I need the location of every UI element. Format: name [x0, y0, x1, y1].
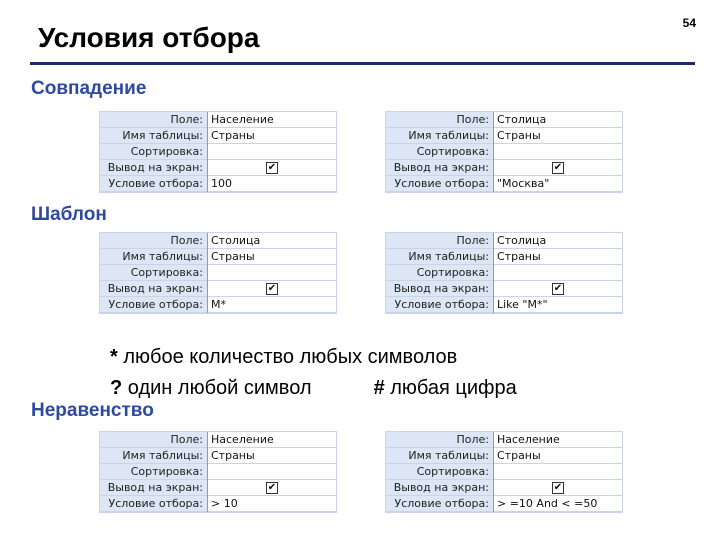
- field-cell[interactable]: Столица: [494, 233, 622, 249]
- label-table: Имя таблицы:: [386, 448, 493, 464]
- field-cell[interactable]: Столица: [494, 112, 622, 128]
- label-field: Поле:: [100, 432, 207, 448]
- field-cell[interactable]: Население: [494, 432, 622, 448]
- question-symbol: ?: [110, 377, 123, 399]
- sort-cell[interactable]: [208, 265, 336, 281]
- query-grid-inequality-greater: [99, 431, 337, 513]
- label-field: Поле:: [386, 233, 493, 249]
- checkbox-checked-icon[interactable]: ✔: [553, 162, 563, 173]
- label-sort: Сортировка:: [100, 144, 207, 160]
- label-table: Имя таблицы:: [100, 128, 207, 144]
- criteria-cell[interactable]: "Москва": [494, 176, 622, 192]
- table-cell[interactable]: Страны: [494, 448, 622, 464]
- criteria-cell[interactable]: Like "M*": [494, 297, 622, 313]
- label-table: Имя таблицы:: [386, 249, 493, 265]
- label-show: Вывод на экран:: [100, 281, 207, 297]
- query-grid-pattern-like: [385, 232, 623, 314]
- label-criteria: Условие отбора:: [100, 297, 207, 313]
- field-cell[interactable]: Столица: [208, 233, 336, 249]
- label-criteria: Условие отбора:: [386, 176, 493, 192]
- row-labels: [386, 112, 493, 192]
- page-number: 54: [682, 16, 696, 30]
- grid-column: [207, 432, 336, 512]
- wildcard-question-hash-line: [110, 377, 517, 400]
- label-show: Вывод на экран:: [386, 160, 493, 176]
- criteria-cell[interactable]: 100: [208, 176, 336, 192]
- show-cell[interactable]: [494, 480, 622, 496]
- label-field: Поле:: [386, 432, 493, 448]
- label-table: Имя таблицы:: [100, 249, 207, 265]
- row-labels: [386, 432, 493, 512]
- star-description: любое количество любых символов: [117, 346, 458, 368]
- table-cell[interactable]: Страны: [208, 128, 336, 144]
- checkbox-checked-icon[interactable]: ✔: [553, 283, 563, 294]
- grid-column: [493, 112, 622, 192]
- show-cell[interactable]: [494, 160, 622, 176]
- field-cell[interactable]: Население: [208, 432, 336, 448]
- query-grid-pattern-simple: [99, 232, 337, 314]
- query-grid-match-population: [99, 111, 337, 193]
- grid-column: [493, 233, 622, 313]
- section-heading-match: Совпадение: [31, 78, 147, 99]
- sort-cell[interactable]: [208, 144, 336, 160]
- label-show: Вывод на экран:: [386, 480, 493, 496]
- label-criteria: Условие отбора:: [100, 176, 207, 192]
- show-cell[interactable]: [208, 160, 336, 176]
- sort-cell[interactable]: [208, 464, 336, 480]
- show-cell[interactable]: [494, 281, 622, 297]
- table-cell[interactable]: Страны: [208, 448, 336, 464]
- field-cell[interactable]: Население: [208, 112, 336, 128]
- label-sort: Сортировка:: [100, 464, 207, 480]
- label-criteria: Условие отбора:: [386, 297, 493, 313]
- question-description: один любой символ: [122, 377, 312, 399]
- label-sort: Сортировка:: [386, 265, 493, 281]
- section-heading-inequality: Неравенство: [31, 400, 154, 421]
- label-field: Поле:: [386, 112, 493, 128]
- sort-cell[interactable]: [494, 464, 622, 480]
- hash-description: любая цифра: [384, 377, 517, 399]
- sort-cell[interactable]: [494, 265, 622, 281]
- show-cell[interactable]: [208, 480, 336, 496]
- star-symbol: *: [110, 346, 118, 368]
- table-cell[interactable]: Страны: [208, 249, 336, 265]
- label-criteria: Условие отбора:: [100, 496, 207, 512]
- checkbox-checked-icon[interactable]: ✔: [267, 482, 277, 493]
- label-show: Вывод на экран:: [100, 480, 207, 496]
- criteria-cell[interactable]: > =10 And < =50: [494, 496, 622, 512]
- label-field: Поле:: [100, 112, 207, 128]
- grid-column: [207, 233, 336, 313]
- label-sort: Сортировка:: [386, 144, 493, 160]
- label-sort: Сортировка:: [100, 265, 207, 281]
- label-show: Вывод на экран:: [386, 281, 493, 297]
- section-heading-pattern: Шаблон: [31, 204, 107, 225]
- row-labels: [386, 233, 493, 313]
- label-table: Имя таблицы:: [100, 448, 207, 464]
- hash-symbol: #: [373, 377, 385, 399]
- table-cell[interactable]: Страны: [494, 249, 622, 265]
- table-cell[interactable]: Страны: [494, 128, 622, 144]
- row-labels: [100, 233, 207, 313]
- slide-title: Условия отбора: [38, 22, 260, 53]
- query-grid-inequality-range: [385, 431, 623, 513]
- grid-column: [207, 112, 336, 192]
- checkbox-checked-icon[interactable]: ✔: [267, 283, 277, 294]
- label-field: Поле:: [100, 233, 207, 249]
- label-sort: Сортировка:: [386, 464, 493, 480]
- sort-cell[interactable]: [494, 144, 622, 160]
- checkbox-checked-icon[interactable]: ✔: [267, 162, 277, 173]
- label-table: Имя таблицы:: [386, 128, 493, 144]
- show-cell[interactable]: [208, 281, 336, 297]
- title-divider: [30, 62, 695, 65]
- label-show: Вывод на экран:: [100, 160, 207, 176]
- label-criteria: Условие отбора:: [386, 496, 493, 512]
- row-labels: [100, 432, 207, 512]
- row-labels: [100, 112, 207, 192]
- checkbox-checked-icon[interactable]: ✔: [553, 482, 563, 493]
- grid-column: [493, 432, 622, 512]
- wildcard-star-line: [110, 346, 457, 369]
- criteria-cell[interactable]: > 10: [208, 496, 336, 512]
- query-grid-match-capital: [385, 111, 623, 193]
- criteria-cell[interactable]: M*: [208, 297, 336, 313]
